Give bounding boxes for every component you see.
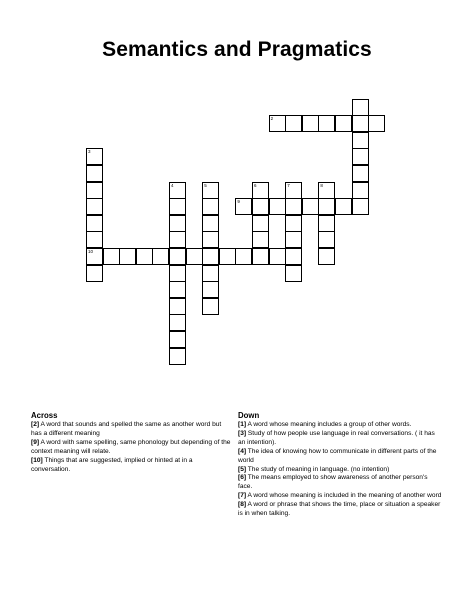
- crossword-cell[interactable]: [169, 331, 186, 348]
- clue-number: [5]: [238, 465, 247, 473]
- crossword-cell[interactable]: [318, 198, 335, 215]
- crossword-cell[interactable]: [285, 265, 302, 282]
- crossword-cell[interactable]: [352, 182, 369, 199]
- crossword-cell[interactable]: [103, 248, 120, 265]
- crossword-cell[interactable]: [302, 198, 319, 215]
- clue-number: [9]: [31, 438, 40, 446]
- down-clue: [238, 421, 443, 430]
- crossword-cell[interactable]: [368, 115, 385, 132]
- clue-number: [4]: [238, 447, 247, 455]
- down-clue: [238, 448, 443, 466]
- crossword-cell[interactable]: [169, 198, 186, 215]
- crossword-cell[interactable]: [136, 248, 153, 265]
- crossword-cell[interactable]: [352, 198, 369, 215]
- crossword-cell[interactable]: [202, 265, 219, 282]
- clue-number-label: 3: [88, 149, 91, 155]
- crossword-cell[interactable]: [252, 231, 269, 248]
- crossword-cell[interactable]: [202, 298, 219, 315]
- crossword-cell[interactable]: [86, 265, 103, 282]
- clue-number: [6]: [238, 474, 247, 482]
- crossword-cell[interactable]: [152, 248, 169, 265]
- down-clue: [238, 466, 443, 475]
- crossword-cell[interactable]: [169, 348, 186, 365]
- across-clue: [31, 439, 231, 457]
- across-clue: [31, 421, 231, 439]
- crossword-cell[interactable]: [169, 231, 186, 248]
- crossword-cell[interactable]: [186, 248, 203, 265]
- clue-number-label: 2: [270, 116, 274, 122]
- clue-number-label: 4: [171, 182, 174, 188]
- crossword-cell[interactable]: [352, 148, 369, 165]
- crossword-cell[interactable]: [202, 231, 219, 248]
- crossword-cell[interactable]: [86, 165, 103, 182]
- crossword-cell[interactable]: [352, 132, 369, 149]
- crossword-cell[interactable]: [169, 281, 186, 298]
- down-clues: [238, 411, 443, 519]
- clue-number: [3]: [238, 429, 247, 437]
- crossword-cell[interactable]: [269, 248, 286, 265]
- crossword-cell[interactable]: [169, 314, 186, 331]
- down-clue: [238, 492, 443, 501]
- crossword-cell[interactable]: [318, 231, 335, 248]
- crossword-cell[interactable]: [335, 198, 352, 215]
- down-clue: [238, 501, 443, 519]
- crossword-cell[interactable]: [252, 248, 269, 265]
- crossword-cell[interactable]: [335, 115, 352, 132]
- clue-text: Things that are suggested, implied or hinted at in a conversation.: [31, 456, 193, 473]
- crossword-cell[interactable]: [269, 198, 286, 215]
- clue-text: The means employed to show awareness of another person's face.: [238, 474, 428, 491]
- clue-text: A word with same spelling, same phonology but depending of the context meaning will relate.: [31, 438, 231, 455]
- clue-text: Study of how people use language in real conversations. ( it has an intention).: [238, 429, 435, 446]
- crossword-cell[interactable]: [169, 248, 186, 265]
- crossword-cell[interactable]: [86, 198, 103, 215]
- crossword-cell[interactable]: [169, 265, 186, 282]
- clue-text: A word or phrase that shows the time, place or situation a speaker is in when talking.: [238, 501, 441, 518]
- crossword-cell[interactable]: [285, 198, 302, 215]
- clue-text: A word whose meaning includes a group of other words.: [246, 421, 412, 428]
- crossword-cell[interactable]: [352, 115, 369, 132]
- crossword-cell[interactable]: [202, 248, 219, 265]
- crossword-cell[interactable]: [86, 231, 103, 248]
- crossword-cell[interactable]: [169, 182, 186, 199]
- crossword-cell[interactable]: [285, 231, 302, 248]
- crossword-cell[interactable]: [352, 99, 369, 116]
- clue-text: A word that sounds and spelled the same as another word but has a different meaning: [31, 421, 222, 437]
- crossword-cell[interactable]: [86, 215, 103, 232]
- page-title: Semantics and Pragmatics: [102, 38, 372, 61]
- clue-number: [2]: [31, 421, 40, 428]
- crossword-cell[interactable]: [302, 115, 319, 132]
- crossword-cell[interactable]: [235, 198, 252, 215]
- clue-number-label: 9: [237, 199, 240, 205]
- clue-number: [7]: [238, 492, 247, 500]
- clue-number: [1]: [238, 421, 247, 428]
- clue-number-label: 10: [88, 249, 94, 254]
- crossword-cell[interactable]: [86, 148, 103, 165]
- clue-number: [8]: [238, 501, 247, 509]
- across-heading: Across: [31, 411, 58, 420]
- clue-number-label: 6: [254, 182, 257, 188]
- crossword-cell[interactable]: [202, 182, 219, 199]
- clue-text: A word whose meaning is included in the meaning of another word: [246, 492, 442, 500]
- crossword-cell[interactable]: [318, 215, 335, 232]
- crossword-cell[interactable]: [169, 298, 186, 315]
- across-clue: [31, 457, 231, 475]
- crossword-cell[interactable]: [119, 248, 136, 265]
- crossword-cell[interactable]: [269, 115, 286, 132]
- clue-number-label: 5: [204, 182, 207, 188]
- down-heading: Down: [238, 411, 260, 420]
- crossword-cell[interactable]: [202, 198, 219, 215]
- clue-number: [10]: [31, 456, 43, 464]
- clue-text: The idea of knowing how to communicate in different parts of the world: [238, 447, 437, 464]
- clue-number-label: 8: [320, 182, 323, 188]
- crossword-cell[interactable]: [318, 115, 335, 132]
- crossword-cell[interactable]: [352, 165, 369, 182]
- down-clue: [238, 430, 443, 448]
- crossword-cell[interactable]: [86, 248, 103, 265]
- crossword-cell[interactable]: [285, 182, 302, 199]
- crossword-cell[interactable]: [235, 248, 252, 265]
- crossword-cell[interactable]: [86, 182, 103, 199]
- clue-number-label: 7: [287, 182, 290, 188]
- crossword-cell[interactable]: [169, 215, 186, 232]
- crossword-cell[interactable]: [252, 198, 269, 215]
- clue-text: The study of meaning in language. (no intention): [246, 465, 390, 473]
- crossword-cell[interactable]: [285, 248, 302, 265]
- crossword-cell[interactable]: [202, 281, 219, 298]
- crossword-cell[interactable]: [252, 215, 269, 232]
- crossword-cell[interactable]: [285, 215, 302, 232]
- crossword-cell[interactable]: [285, 115, 302, 132]
- crossword-cell[interactable]: [318, 248, 335, 265]
- crossword-cell[interactable]: [318, 182, 335, 199]
- across-clues: [31, 411, 231, 474]
- crossword-cell[interactable]: [219, 248, 236, 265]
- crossword-cell[interactable]: [202, 215, 219, 232]
- crossword-cell[interactable]: [252, 182, 269, 199]
- down-clue: [238, 474, 443, 492]
